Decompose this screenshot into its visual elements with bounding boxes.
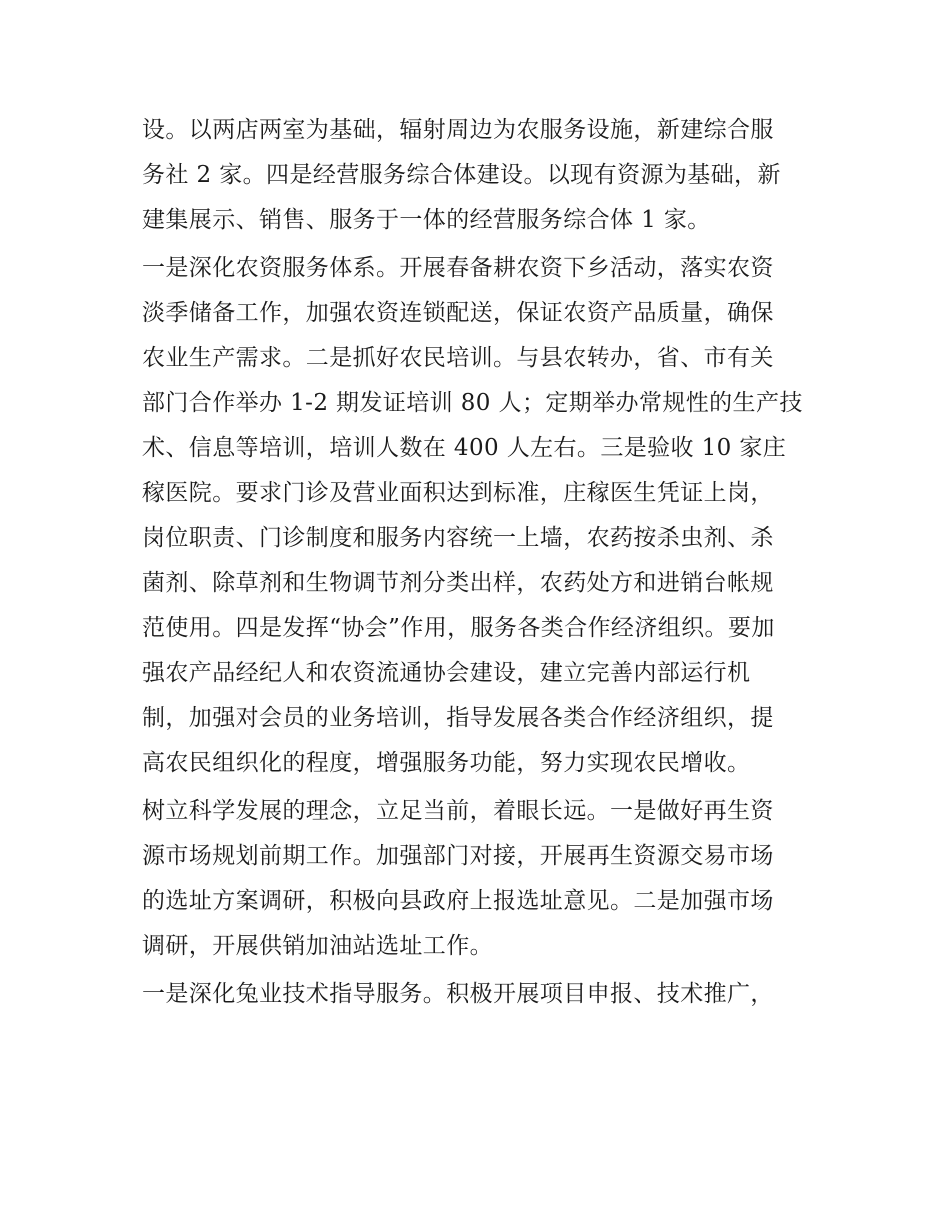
text-line: 淡季储备工作，加强农资连锁配送，保证农资产品质量，确保 bbox=[142, 300, 774, 326]
text-line: 源市场规划前期工作。加强部门对接，开展再生资源交易市场 bbox=[142, 843, 774, 869]
text-line: 术、信息等培训，培训人数在 400 人左右。三是验收 10 家庄 bbox=[142, 435, 787, 461]
text-line: 强农产品经纪人和农资流通协会建设，建立完善内部运行机 bbox=[142, 660, 751, 686]
text-line: 范使用。四是发挥“协会”作用，服务各类合作经济组织。要加 bbox=[142, 615, 775, 641]
text-line: 一是深化兔业技术指导服务。积极开展项目申报、技术推广， bbox=[142, 981, 774, 1007]
text-line: 务社 2 家。四是经营服务综合体建设。以现有资源为基础，新 bbox=[142, 162, 781, 188]
text-line: 制，加强对会员的业务培训，指导发展各类合作经济组织，提 bbox=[142, 705, 774, 731]
text-line: 稼医院。要求门诊及营业面积达到标准，庄稼医生凭证上岗， bbox=[142, 480, 774, 506]
text-line: 的选址方案调研，积极向县政府上报选址意见。二是加强市场 bbox=[142, 888, 774, 914]
text-line: 岗位职责、门诊制度和服务内容统一上墙，农药按杀虫剂、杀 bbox=[142, 525, 774, 551]
text-line: 设。以两店两室为基础，辐射周边为农服务设施，新建综合服 bbox=[142, 117, 774, 143]
text-line: 树立科学发展的理念，立足当前，着眼长远。一是做好再生资 bbox=[142, 798, 774, 824]
text-line: 高农民组织化的程度，增强服务功能，努力实现农民增收。 bbox=[142, 750, 751, 776]
text-line: 一是深化农资服务体系。开展春备耕农资下乡活动，落实农资 bbox=[142, 255, 774, 281]
body-text bbox=[142, 108, 817, 1017]
text-line: 农业生产需求。二是抓好农民培训。与县农转办，省、市有关 bbox=[142, 345, 774, 371]
text-line: 建集展示、销售、服务于一体的经营服务综合体 1 家。 bbox=[142, 207, 711, 233]
text-line: 调研，开展供销加油站选址工作。 bbox=[142, 933, 493, 959]
text-line: 菌剂、除草剂和生物调节剂分类出样，农药处方和进销台帐规 bbox=[142, 570, 774, 596]
text-line: 部门合作举办 1-2 期发证培训 80 人；定期举办常规性的生产技 bbox=[142, 390, 803, 416]
